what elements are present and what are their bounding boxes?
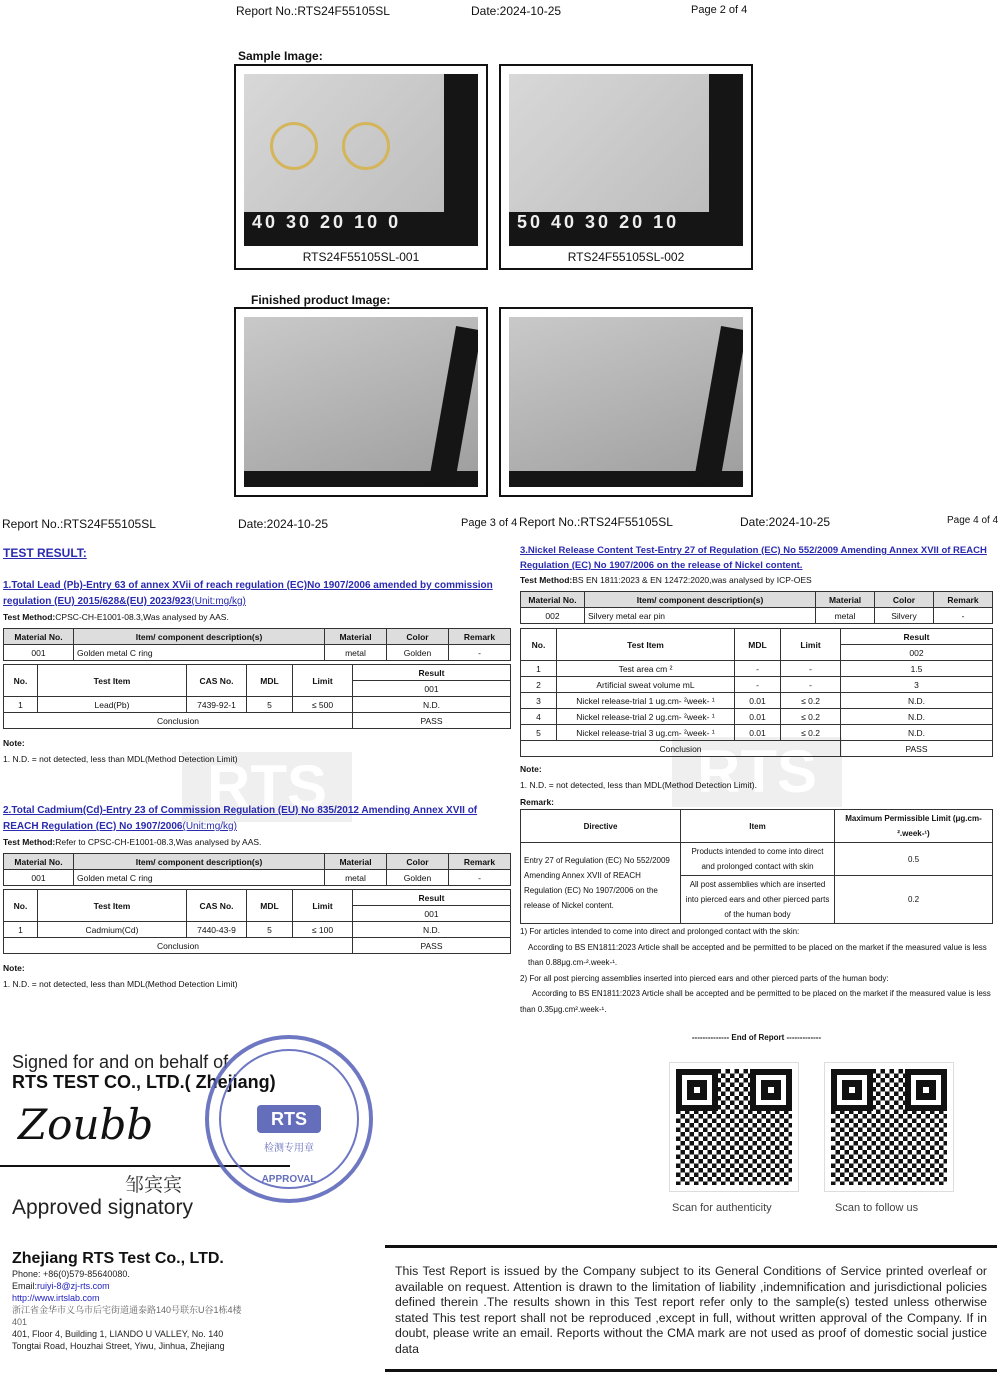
cell: metal: [325, 870, 387, 886]
cell: 1: [4, 922, 38, 938]
watermark: RTS: [182, 752, 352, 822]
approved-signatory: Approved signatory: [12, 1196, 193, 1219]
email-label: Email:: [12, 1281, 38, 1291]
th: No.: [4, 890, 38, 922]
cell: 3: [521, 693, 557, 709]
th: MDL: [247, 665, 293, 697]
report-date: Date:2024-10-25: [471, 4, 562, 18]
th: Directive: [521, 810, 681, 843]
cadmium-test-table: [3, 889, 511, 954]
unit: (Unit:mg/kg): [182, 821, 237, 832]
cell: ≤ 0.2: [781, 725, 841, 741]
email-link[interactable]: ruiyi-8@zj-rts.com: [37, 1281, 110, 1291]
cell: 5: [247, 697, 293, 713]
cell: 0.01: [735, 709, 781, 725]
th: Material: [325, 854, 387, 870]
test-result-heading: TEST RESULT:: [3, 546, 87, 560]
note-label: Note:: [3, 738, 25, 748]
remark-table: [520, 809, 993, 924]
address-cn: 浙江省金华市义乌市后宅街道通泰路140号联东U谷1栋4楼401: [12, 1305, 242, 1327]
stamp-approval: APPROVAL: [261, 1174, 317, 1185]
footer-company: Zhejiang RTS Test Co., LTD.: [12, 1250, 224, 1267]
th: Material: [816, 592, 875, 608]
th: CAS No.: [187, 665, 247, 697]
th: Remark: [449, 629, 511, 645]
th: Limit: [293, 665, 353, 697]
remark-1: 1) For articles intended to come into direct and prolonged contact with the skin:: [520, 927, 800, 936]
cell: Golden: [387, 645, 449, 661]
cell: Conclusion: [4, 713, 353, 729]
th: Item/ component description(s): [585, 592, 816, 608]
cell: Nickel release-trial 1 ug.cm- ²week- ¹: [557, 693, 735, 709]
th: No.: [521, 629, 557, 661]
conclusion-value: PASS: [841, 741, 993, 757]
th: Result: [841, 629, 993, 645]
handwritten-signature: Zoubb: [18, 1100, 154, 1149]
th: Item/ component description(s): [74, 629, 325, 645]
report-number: Report No.:RTS24F55105SL: [519, 515, 673, 529]
th: MDL: [247, 890, 293, 922]
cell: Test area cm ²: [557, 661, 735, 677]
cell: -: [449, 645, 511, 661]
cell: Silvery: [875, 608, 934, 624]
remark-label: Remark:: [520, 797, 555, 807]
cell: Conclusion: [4, 938, 353, 954]
follow-qr-code[interactable]: [825, 1063, 953, 1191]
sample-photo-002: 50 40 30 20 10 RTS24F55105SL-002: [499, 64, 753, 270]
th: Remark: [449, 854, 511, 870]
stamp-logo: RTS: [257, 1105, 321, 1133]
table-row: [521, 725, 993, 741]
company-signature-name: RTS TEST CO., LTD.( Zhejiang): [12, 1072, 276, 1092]
page-number: Page 3 of 4: [461, 517, 518, 529]
finished-photo-silvery: [499, 307, 753, 497]
th: Color: [387, 854, 449, 870]
method-label: Test Method:: [3, 837, 56, 847]
cell: -: [781, 677, 841, 693]
note: 1. N.D. = not detected, less than MDL(Method Detection Limit): [3, 754, 238, 764]
cell: 1.5: [841, 661, 993, 677]
cell: 0.01: [735, 725, 781, 741]
th: MDL: [735, 629, 781, 661]
qr-caption-authenticity: Scan for authenticity: [672, 1202, 772, 1214]
signed-on-behalf: Signed for and on behalf of: [12, 1052, 229, 1072]
cell: N.D.: [841, 725, 993, 741]
disclaimer: This Test Report is issued by the Company subject to its General Conditions of Service printed overleaf or available on request. Attention is drawn to the limitation of liability ,indemnification and jurisdictional policies defined therein .The results shown in this Test report refer only to the sample(s) tested unless otherwise stated This test report shall not be reproduced ,except in full, without written approval of the Company. If in doubt, please write an email. Reports without the CMA mark are not used as proof of domestic social justice data: [385, 1245, 997, 1372]
watermark: RTS: [672, 737, 842, 807]
note-label: Note:: [520, 764, 542, 774]
material-table: [3, 853, 511, 886]
cell: Conclusion: [521, 741, 841, 757]
cell: 5: [247, 922, 293, 938]
cell: Products intended to come into direct and prolonged contact with skin: [681, 843, 835, 876]
cell: N.D.: [841, 693, 993, 709]
th: Material No.: [521, 592, 585, 608]
th: CAS No.: [187, 890, 247, 922]
finished-photo-golden: [234, 307, 488, 497]
unit: (Unit:mg/kg): [191, 596, 246, 607]
test-method: BS EN 1811:2023 & EN 12472:2020,was analysed by ICP-OES: [572, 575, 812, 585]
cell: -: [781, 661, 841, 677]
th: Material: [325, 629, 387, 645]
cell: 1: [4, 697, 38, 713]
cell: 7440-43-9: [187, 922, 247, 938]
th: Material No.: [4, 854, 74, 870]
cell: Artificial sweat volume mL: [557, 677, 735, 693]
th: Color: [875, 592, 934, 608]
lead-test-table: [3, 664, 511, 729]
qr-caption-follow: Scan to follow us: [835, 1202, 919, 1214]
th: Test Item: [38, 665, 187, 697]
page-number: Page 4 of 4: [947, 515, 999, 526]
note: 1. N.D. = not detected, less than MDL(Method Detection Limit): [3, 979, 238, 989]
th: Result: [353, 665, 511, 681]
cell: 5: [521, 725, 557, 741]
material-table: [520, 591, 993, 624]
cell: Lead(Pb): [38, 697, 187, 713]
cell: 3: [841, 677, 993, 693]
section-1-title: 1.Total Lead (Pb)-Entry 63 of annex XVii of reach regulation (EC)No 1907/2006 amended by commission regulation (EU) 2015/628&(EU) 2023/923: [3, 580, 493, 607]
cell: ≤ 0.2: [781, 709, 841, 725]
table-row: [521, 677, 993, 693]
remark-1-detail: According to BS EN1811:2023 Article shall be accepted and be permitted to be placed on the market if the measured value is less than 0.88μg.cm-².week-¹.: [528, 942, 987, 967]
th: Limit: [781, 629, 841, 661]
cell: 2: [521, 677, 557, 693]
note: 1. N.D. = not detected, less than MDL(Method Detection Limit).: [520, 780, 757, 790]
cell: All post assemblies which are inserted into pierced ears and other pierced parts of the human body: [681, 876, 835, 924]
method-label: Test Method:: [520, 575, 573, 585]
th: Result: [353, 890, 511, 906]
conclusion-value: PASS: [353, 938, 511, 954]
method-label: Test Method:: [3, 612, 56, 622]
cell: -: [449, 870, 511, 886]
cell: N.D.: [353, 697, 511, 713]
cell: Golden metal C ring: [74, 870, 325, 886]
cell: Nickel release-trial 2 ug.cm- ²week- ¹: [557, 709, 735, 725]
th: Material No.: [4, 629, 74, 645]
table-row: [521, 693, 993, 709]
th: Item/ component description(s): [74, 854, 325, 870]
cell: metal: [816, 608, 875, 624]
cell: 001: [4, 645, 74, 661]
cell: -: [735, 677, 781, 693]
material-table: [3, 628, 511, 661]
remark-2: 2) For all post piercing assemblies inserted into pierced ears and other pierced parts of the human body:: [520, 973, 889, 983]
finished-image-label: Finished product Image:: [251, 293, 391, 307]
cell: 002: [521, 608, 585, 624]
table-row: [521, 709, 993, 725]
cell: 002: [841, 645, 993, 661]
cell: ≤ 500: [293, 697, 353, 713]
cell: 0.2: [835, 876, 993, 924]
cell: 0.01: [735, 693, 781, 709]
sample-photo-001: 40 30 20 10 0 RTS24F55105SL-001: [234, 64, 488, 270]
cell: ≤ 0.2: [781, 693, 841, 709]
cell: Golden: [387, 870, 449, 886]
report-number: Report No.:RTS24F55105SL: [236, 4, 390, 18]
website-link[interactable]: http://www.irtslab.com: [12, 1293, 100, 1303]
footer-phone: Phone: +86(0)579-85640080.: [12, 1269, 130, 1279]
cell: 001: [4, 870, 74, 886]
authenticity-qr-code[interactable]: [670, 1063, 798, 1191]
cell: -: [735, 661, 781, 677]
cell: 7439-92-1: [187, 697, 247, 713]
section-3-title: 3.Nickel Release Content Test-Entry 27 of Regulation (EC) No 552/2009 Amending Annex XVII of REACH Regulation (EC) No 1907/2006 on the release of Nickel content.: [520, 545, 987, 571]
th: Maximum Permissible Limit (μg.cm-².week-¹): [835, 810, 993, 843]
signatory-chinese-name: 邹宾宾: [125, 1174, 183, 1196]
company-stamp: [205, 1035, 373, 1203]
report-number: Report No.:RTS24F55105SL: [2, 517, 156, 531]
cell: 001: [353, 681, 511, 697]
th: Color: [387, 629, 449, 645]
table-row: [521, 661, 993, 677]
cell: ≤ 100: [293, 922, 353, 938]
cell: N.D.: [353, 922, 511, 938]
sample-image-label: Sample Image:: [238, 49, 323, 63]
note-label: Note:: [3, 963, 25, 973]
cell: -: [934, 608, 993, 624]
th: Remark: [934, 592, 993, 608]
nickel-test-table: [520, 628, 993, 757]
test-method: CPSC-CH-E1001-08.3,Was analysed by AAS.: [55, 612, 229, 622]
section-2-title: 2.Total Cadmium(Cd)-Entry 23 of Commission Regulation (EU) No 835/2012 Amending Annex XVII of REACH Regulation (EC) No 1907/2006: [3, 805, 478, 832]
cell: metal: [325, 645, 387, 661]
directive-cell: Entry 27 of Regulation (EC) No 552/2009 Amending Annex XVII of REACH Regulation (EC) No 1907/2006 on the release of Nickel content.: [521, 843, 681, 924]
th: Limit: [293, 890, 353, 922]
cell: Nickel release-trial 3 ug.cm- ²week- ¹: [557, 725, 735, 741]
th: Item: [681, 810, 835, 843]
th: No.: [4, 665, 38, 697]
remark-2-detail: According to BS EN1811:2023 Article shall be accepted and be permitted to be placed on the market if the measured value is less than 0.35μg.cm².week-¹.: [520, 989, 991, 1014]
page-number: Page 2 of 4: [691, 4, 748, 16]
cell: 001: [353, 906, 511, 922]
cell: 0.5: [835, 843, 993, 876]
cell: Golden metal C ring: [74, 645, 325, 661]
th: Test Item: [557, 629, 735, 661]
stamp-cn: 检测专用章: [264, 1143, 314, 1154]
report-date: Date:2024-10-25: [740, 515, 831, 529]
cell: Cadmium(Cd): [38, 922, 187, 938]
end-of-report: -------------- End of Report -------------: [691, 1033, 822, 1042]
cell: 4: [521, 709, 557, 725]
test-method: Refer to CPSC-CH-E1001-08.3,Was analysed by AAS.: [55, 837, 262, 847]
cell: 1: [521, 661, 557, 677]
address: 401, Floor 4, Building 1, LIANDO U VALLEY, No. 140 Tongtai Road, Houzhai Street, Yiwu, Jinhua, Zhejiang: [12, 1329, 225, 1351]
conclusion-value: PASS: [353, 713, 511, 729]
cell: N.D.: [841, 709, 993, 725]
cell: Silvery metal ear pin: [585, 608, 816, 624]
report-date: Date:2024-10-25: [238, 517, 329, 531]
th: Test Item: [38, 890, 187, 922]
